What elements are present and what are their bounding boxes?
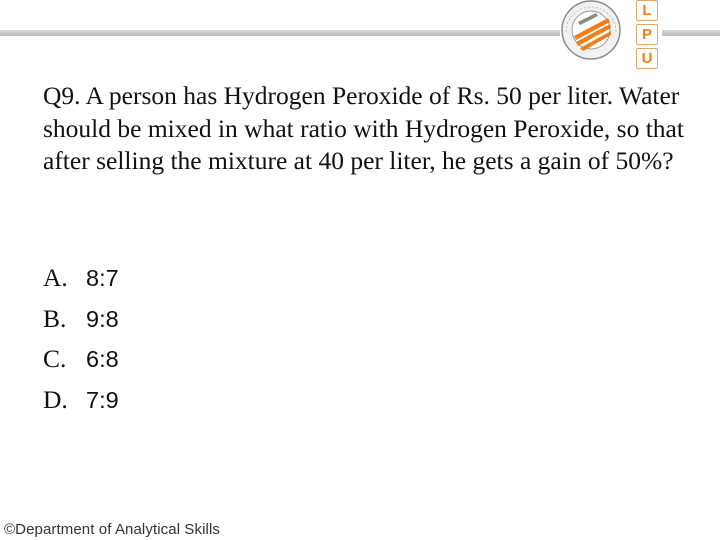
option-d	[43, 380, 119, 421]
option-a	[43, 258, 119, 299]
header-rule-left	[0, 30, 560, 36]
option-text: 9:8	[86, 305, 119, 332]
option-text: 6:8	[86, 346, 119, 372]
logo-letter-l: L	[636, 0, 658, 21]
logo-letter-p: P	[636, 24, 658, 45]
university-emblem-icon	[556, 0, 626, 66]
header-rule-right	[662, 30, 720, 36]
option-letter: D.	[43, 384, 68, 414]
option-text: 7:9	[86, 386, 119, 413]
logo-letter-u: U	[636, 48, 658, 69]
options-list	[43, 258, 119, 420]
option-letter: A.	[43, 263, 68, 292]
option-c	[43, 339, 119, 380]
option-letter: B.	[43, 303, 67, 333]
option-b	[43, 299, 119, 340]
option-text: 8:7	[86, 265, 119, 291]
footer-copyright: ©Department of Analytical Skills	[4, 521, 221, 538]
lpu-logo	[636, 0, 658, 72]
option-letter: C.	[43, 344, 67, 373]
question-text: Q9. A person has Hydrogen Peroxide of Rs. 50 per liter. Water should be mixed in what ratio with Hydrogen Peroxide, so that after selling the mixture at 40 per liter, he gets a gain of 50%?	[43, 81, 684, 175]
